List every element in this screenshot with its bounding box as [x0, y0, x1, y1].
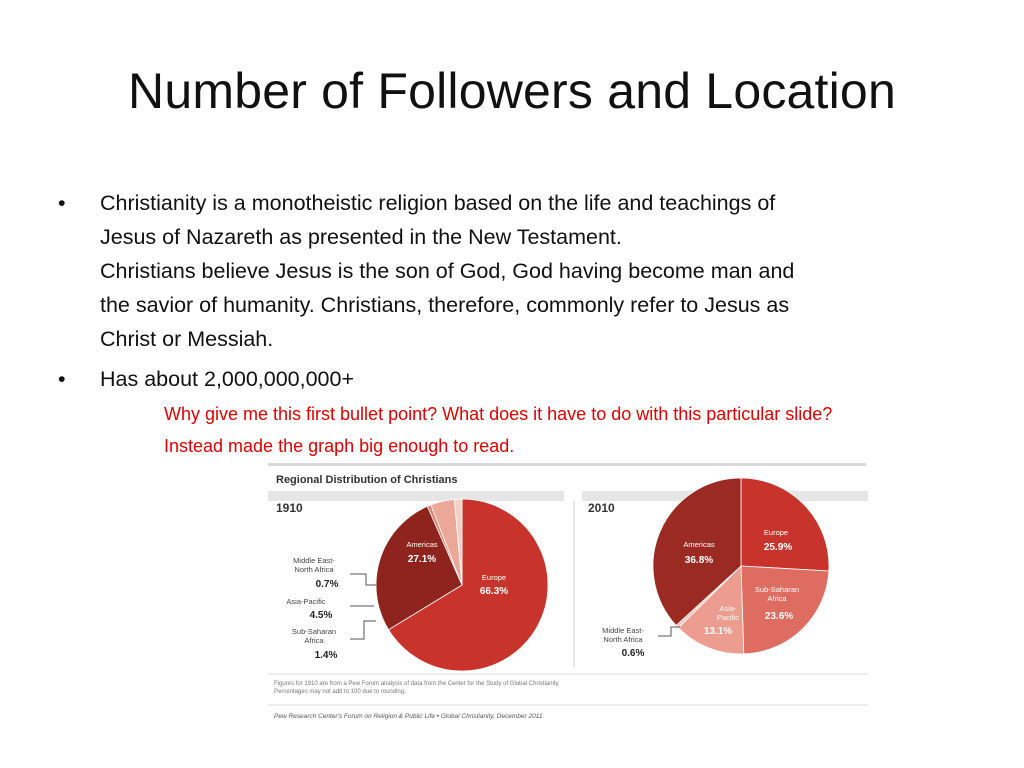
- comment-line: Instead made the graph big enough to read.: [164, 436, 515, 456]
- figure-top-rule: [268, 463, 866, 466]
- slice-label: Asia-Pacific: [716, 604, 740, 622]
- slice-value: 0.7%: [315, 579, 339, 590]
- footnote-text: Figures for 1910 are from a Pew Forum analysis of data from the Center for the Study of Global Christianity.: [274, 681, 560, 687]
- leader-line: [658, 627, 680, 636]
- slice-label: Sub-Saharan Africa: [291, 627, 337, 645]
- slice-label: Americas: [406, 540, 438, 549]
- bullet-line: Christianity is a monotheistic religion based on the life and teachings of: [100, 191, 776, 215]
- slice-label: Asia-Pacific: [286, 597, 326, 606]
- bullet-dot: •: [58, 191, 66, 215]
- reviewer-comment: [164, 398, 1024, 462]
- slice-value: 4.5%: [309, 610, 333, 621]
- bullet-dot: •: [58, 367, 66, 391]
- chart-title: 2010: [588, 501, 615, 515]
- slice-label: Americas: [683, 540, 715, 549]
- slice-value: 1.4%: [314, 650, 338, 661]
- slice-value: 27.1%: [407, 554, 437, 565]
- figure-title: Regional Distribution of Christians: [276, 474, 458, 486]
- pie-slice: [741, 566, 829, 654]
- slice-label: Middle East-North Africa: [293, 556, 335, 574]
- bullet-line: Jesus of Nazareth as presented in the New Testament.: [100, 225, 622, 249]
- bullet-line: Christ or Messiah.: [100, 327, 274, 351]
- leader-line: [350, 574, 376, 585]
- slice-label: Sub-Saharan Africa: [754, 585, 800, 603]
- slice-label: Europe: [763, 528, 789, 537]
- bullet-line: Christians believe Jesus is the son of God, God having become man and: [100, 259, 795, 283]
- bullet-item: [58, 186, 958, 356]
- slice-value: 66.3%: [479, 586, 509, 597]
- footnote-text: Percentages may not add to 100 due to rounding.: [274, 689, 406, 695]
- leader-line: [350, 621, 376, 639]
- chart-title: 1910: [276, 501, 303, 515]
- slice-value: 36.8%: [684, 555, 714, 566]
- pie-charts-svg: [266, 461, 870, 743]
- bullet-line: Has about 2,000,000,000+: [100, 367, 355, 391]
- regional-distribution-figure: [266, 461, 870, 743]
- figure-header-band: [268, 491, 564, 501]
- slide-title: Number of Followers and Location: [128, 63, 896, 119]
- slice-label: Europe: [481, 573, 507, 582]
- bullet-list: [58, 186, 958, 396]
- comment-line: Why give me this first bullet point? What does it have to do with this particular slide?: [164, 404, 833, 424]
- slice-value: 13.1%: [703, 626, 733, 637]
- slice-value: 0.6%: [621, 648, 645, 659]
- slice-value: 25.9%: [763, 542, 793, 553]
- slice-label: Middle East-North Africa: [602, 626, 644, 644]
- slice-value: 23.6%: [764, 611, 794, 622]
- bullet-line: the savior of humanity. Christians, therefore, commonly refer to Jesus as: [100, 293, 790, 317]
- bullet-item: [58, 362, 958, 396]
- source-text: Pew Research Center's Forum on Religion & Public Life • Global Christianity, December 2011: [274, 713, 543, 720]
